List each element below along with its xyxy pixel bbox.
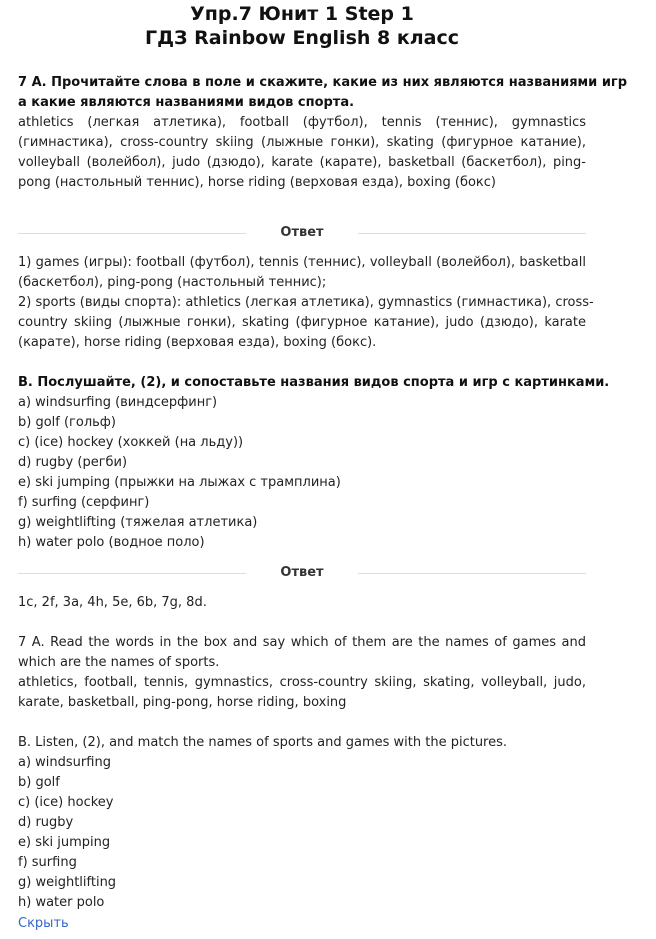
list-item: c) (ice) hockey (хоккей (на льду)) <box>18 435 244 450</box>
answer-separator <box>18 563 586 583</box>
answer-a <box>18 253 594 353</box>
task-a-ru-words-line: volleyball (волейбол), judo (дзюдо), karate (карате), basketball (баскетбол), ping- <box>18 155 586 170</box>
answer-label: Ответ <box>280 225 324 240</box>
answer-b-text: 1c, 2f, 3a, 4h, 5e, 6b, 7g, 8d. <box>18 595 207 610</box>
task-a-en <box>18 633 586 713</box>
task-a-ru <box>18 73 628 193</box>
list-item: h) water polo <box>18 895 105 910</box>
list-item: c) (ice) hockey <box>18 795 114 810</box>
list-item: f) surfing <box>18 855 77 870</box>
divider <box>358 233 586 234</box>
task-b-en-list <box>18 753 586 913</box>
answer-a-line: 1) games (игры): football (футбол), tennis (теннис), volleyball (волейбол), basketball <box>18 255 586 270</box>
list-item: g) weightlifting (тяжелая атлетика) <box>18 515 258 530</box>
task-a-en-words-line: athletics, football, tennis, gymnastics, cross-country skiing, skating, volleyball, judo, <box>18 675 586 690</box>
answer-b <box>18 593 586 613</box>
list-item: d) rugby <box>18 815 74 830</box>
list-item: b) golf (гольф) <box>18 415 116 430</box>
task-a-ru-prompt-line: а какие являются названиями видов спорта. <box>18 95 355 110</box>
list-item: h) water polo (водное поло) <box>18 535 205 550</box>
answer-label: Ответ <box>280 565 324 580</box>
page-title: Упр.7 Юнит 1 Step 1 <box>190 3 414 25</box>
answer-separator <box>18 223 586 243</box>
task-b-en-prompt <box>18 733 586 753</box>
list-item: a) windsurfing (виндсерфинг) <box>18 395 218 410</box>
list-item: a) windsurfing <box>18 755 111 770</box>
answer-a-line: (баскетбол), ping-pong (настольный теннис); <box>18 275 327 290</box>
task-b-en-prompt-text: B. Listen, (2), and match the names of sports and games with the pictures. <box>18 735 508 750</box>
task-a-en-prompt-line: 7 A. Read the words in the box and say which of them are the names of games and <box>18 635 586 650</box>
divider <box>358 573 586 574</box>
list-item: e) ski jumping (прыжки на лыжах с трамплина) <box>18 475 341 490</box>
task-a-ru-words-line: pong (настольный теннис), horse riding (верховая езда), boxing (бокс) <box>18 175 497 190</box>
page-subtitle: ГДЗ Rainbow English 8 класс <box>144 27 460 49</box>
list-item: d) rugby (регби) <box>18 455 128 470</box>
list-item: e) ski jumping <box>18 835 111 850</box>
answer-a-line: 2) sports (виды спорта): athletics (легкая атлетика), gymnastics (гимнастика), cross- <box>18 295 594 310</box>
task-a-ru-words-line: (гимнастика), cross-country skiing (лыжные гонки), skating (фигурное катание), <box>18 135 586 150</box>
task-a-ru-prompt-line: 7 А. Прочитайте слова в поле и скажите, какие из них являются названиями игр <box>18 75 628 90</box>
task-a-ru-words-line: athletics (легкая атлетика), football (футбол), tennis (теннис), gymnastics <box>18 115 586 130</box>
list-item: f) surfing (серфинг) <box>18 495 150 510</box>
task-b-ru-prompt-text: B. Послушайте, (2), и сопоставьте названия видов спорта и игр с картинками. <box>18 375 610 390</box>
task-b-ru-list <box>18 393 586 553</box>
hide-link[interactable]: Скрыть <box>18 916 69 931</box>
answer-a-line: country skiing (лыжные гонки), skating (фигурное катание), judo (дзюдо), karate <box>18 315 586 330</box>
list-item: g) weightlifting <box>18 875 117 890</box>
answer-a-line: (карате), horse riding (верховая езда), boxing (бокс). <box>18 335 377 350</box>
task-b-ru-prompt <box>18 373 610 393</box>
list-item: b) golf <box>18 775 60 790</box>
task-a-en-prompt-line: which are the names of sports. <box>18 655 220 670</box>
task-a-en-words-line: karate, basketball, ping-pong, horse riding, boxing <box>18 695 347 710</box>
